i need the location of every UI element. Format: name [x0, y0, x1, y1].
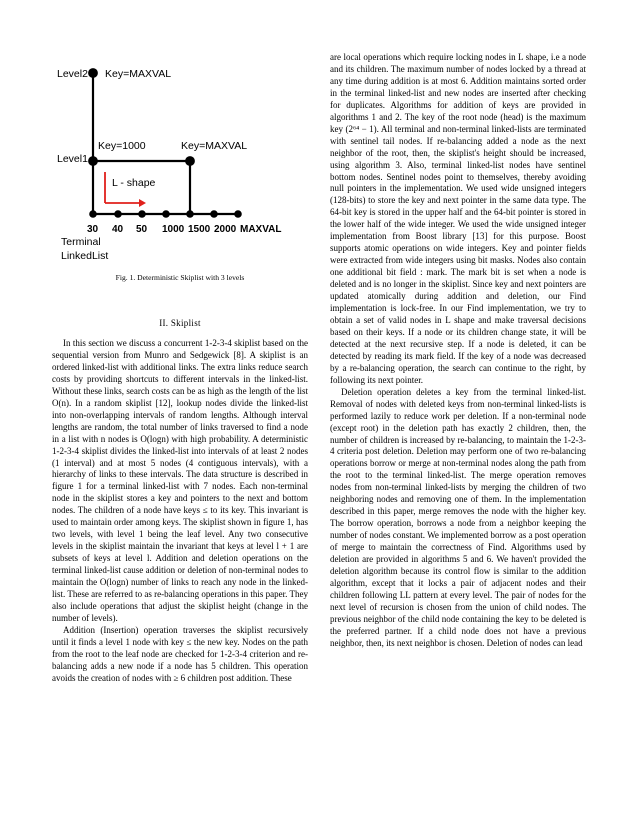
- key-maxval-mid-label: Key=MAXVAL: [181, 140, 248, 152]
- section-heading: II. Skiplist: [159, 318, 201, 328]
- terminal-node: [234, 210, 242, 218]
- terminal-label: Terminal: [61, 236, 101, 248]
- paragraph: are local operations which require locking nodes in L shape, i.e a node and its children. The maximum number of nodes locked by a thread at any time during addition is at most 6. Addition maintains sorted order in the terminal linked-list and new nodes are inserted after checking for duplicates. Algorithms for addition of keys are provided in algorithms 1 and 2. The key of the root node (head) is the maximum key (2⁶⁴ − 1). All terminal and non-terminal linked-lists are terminated with sentinel tail nodes. If re-balancing added a node as the next neighbor of the root, then, the skiplist's height should be increased, using algorithm 3. Also, terminal linked-list nodes have sentinel bottom nodes. Sentinel nodes point to themselves, thereby avoiding null pointers in the implementation. We used wide unsigned integers (128-bits) to store the key and next pointer in the same data type. The 64-bit key is stored in the upper half and the 64-bit pointer is stored in the lower half of the wide integer. We used the wide unsigned integer implementation from Boost library [13] for this purpose. Boost supports atomic operations on wide integers. Key and pointer fields were extracted from wide integers using bit masks. Nodes also contain one additional bit field : mark. The mark bit is set when a node is deleted and is no longer in the skiplist. Since key and next pointers are updated atomically during addition and deletion, our Find implementation is lock-free. In our Find implementation, we try to obtain a set of valid nodes in L shape and make traversal decisions based on their keys. If a node or its children change state, it will be detected at the next recursive step. If a node is deleted, it can be detected by reading its mark field. If the key of a node was decreased by a re-balancing operation, the search can continue to the right, by following its next pointer.: [330, 52, 586, 385]
- right-column: [330, 52, 586, 650]
- terminal-key-label: 1000: [162, 224, 185, 235]
- figure-caption: Fig. 1. Deterministic Skiplist with 3 levels: [115, 273, 245, 282]
- level1-label: Level1: [57, 153, 88, 165]
- terminal-node: [162, 210, 170, 218]
- terminal-node: [210, 210, 218, 218]
- terminal-key-label: 40: [112, 224, 124, 235]
- paragraph: Addition (Insertion) operation traverses the skiplist recursively until it finds a level 1 node with key ≤ the new key. Nodes on the path from the root to the leaf node are checked for 1-2-3-4 criterion and re-balancing adds a new node if a node has 5 children. This operation avoids the creation of nodes with ≥ 6 children post addition. These: [52, 624, 308, 683]
- key-maxval-top-label: Key=MAXVAL: [105, 68, 172, 80]
- terminal-node: [114, 210, 122, 218]
- key-1000-label: Key=1000: [98, 140, 146, 152]
- level1-node-1000: [89, 157, 97, 165]
- skiplist-figure: [50, 52, 310, 272]
- terminal-node: [186, 210, 194, 218]
- paragraph: In this section we discuss a concurrent 1-2-3-4 skiplist based on the sequential version from Munro and Sedgewick [8]. A skiplist is an ordered linked-list with additional links. The extra links reduce search costs by providing shortcuts to different intervals in the linked-list. Without these links, search costs can be as high as the length of the list O(n). In a random skiplist [12], lookup nodes divide the linked-list into non-overlapping intervals of random lengths. Although interval lengths are random, the total number of links traversed to find a node in a list with n nodes is O(logn) with high probability. A deterministic 1-2-3-4 skiplist divides the linked-list into intervals of at least 2 nodes (1 interval) and at most 5 nodes (4 contiguous intervals), with a hierarchy of links to these intervals. The data structure is described in figure 1 for a terminal linked-list with 7 nodes. Each non-terminal node in the skiplist stores a key and pointers to the next and bottom nodes. The children of a node have keys ≤ to its key. This invariant is used to maintain order among keys. The skiplist shown in figure 1, has two levels, with level 1 being the leaf level. Any two consecutive levels in the skiplist maintain the invariant that keys at level l + 1 are subsets of keys at level l. Addition and deletion operations on the terminal linked-list cause addition or deletion of non-terminal nodes to maintain the O(logn) number of links to reach any node in the linked-list. These are referred to as re-balancing operations in this paper. They also include operations that adjust the skiplist height (change in the number of levels).: [52, 338, 308, 623]
- terminal-key-label: 2000: [214, 224, 237, 235]
- left-column: [52, 338, 308, 685]
- terminal-key-label: 1500: [188, 224, 211, 235]
- terminal-node: [138, 210, 146, 218]
- terminal-node: [89, 210, 97, 218]
- level1-node-maxval: [186, 157, 194, 165]
- paragraph: Deletion operation deletes a key from the terminal linked-list. Removal of nodes with deleted keys from non-terminal linked-lists is performed lazily to reduce work per deletion. If a non-terminal node (except root) in the deletion path has exactly 2 children, then, the number of children is increased by re-balancing, to maintain the 1-2-3-4 criteria post deletion. Deletion may perform one of two re-balancing operations borrow or merge at non-terminal nodes along the path from the root to the terminal linked-list. The merge operation removes nodes from non-terminal linked-lists by merging the children of two neighboring nodes and removing one of them. In the implementation described in this paper, merge removes the node with the higher key. The borrow operation, borrows a node from a neighbor keeping the number of nodes constant. We implemented borrow as a post operation of merge to maintain the correctness of Find. Algorithms used by deletion are provided in algorithms 5 and 6. We haven't provided the deletion algorithm because its control flow is similar to the addition algorithm, except that it locks a pair of adjacent nodes and their children following LL pattern at every level. The pair of nodes for the next level of recursion is chosen from the union of child nodes. The previous neighbor of the child node containing the key to be deleted is the preferred partner. If a child node does not have a previous neighbor, then, its next neighbor is chosen. Deletion of nodes can lead: [330, 386, 586, 648]
- terminal-key-label: 30: [87, 224, 99, 235]
- level2-label: Level2: [57, 68, 88, 80]
- terminal-key-label: MAXVAL: [240, 224, 282, 235]
- terminal-key-label: 50: [136, 224, 148, 235]
- linkedlist-label: LinkedList: [61, 250, 109, 262]
- l-shape-label: L - shape: [112, 177, 156, 189]
